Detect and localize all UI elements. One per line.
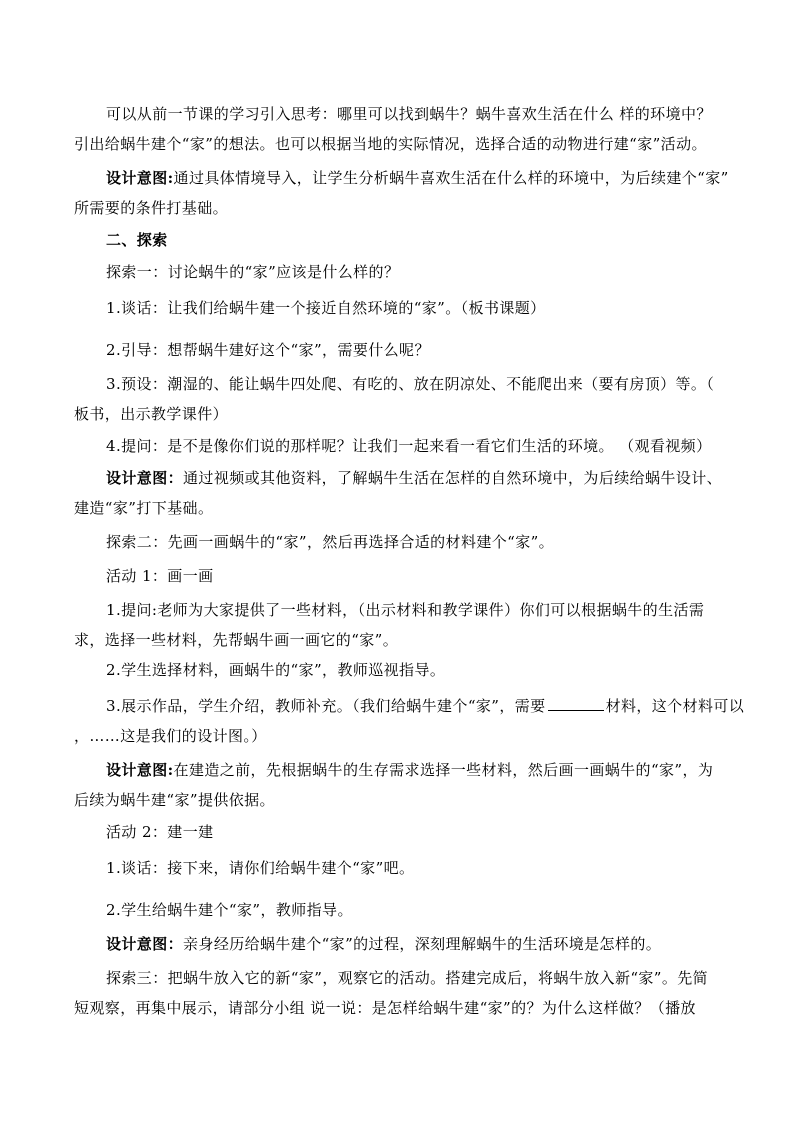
design-intent-3-line2: 后续为蜗牛建“家”提供依据。: [74, 791, 275, 809]
step-2-guide: 2.引导：想帮蜗牛建好这个“家”，需要什么呢？: [106, 341, 430, 359]
design-intent-text: 通过视频或其他资料，了解蜗牛生活在怎样的自然环境中，为后续给蜗牛设计、: [183, 469, 723, 487]
design-intent-4: [106, 934, 756, 954]
explore-three-line2: 短观察，再集中展示，请部分小组 说一说：是怎样给蜗牛建“家”的？为什么这样做？（播放: [74, 999, 696, 1017]
fill-in-blank: [548, 698, 604, 711]
activity-1-step3-line1: 3.展示作品，学生介绍，教师补充。（我们给蜗牛建个“家”，需要 材料，这个材料可以: [106, 697, 745, 715]
activity-1-step2: 2.学生选择材料，画蜗牛的“家”，教师巡视指导。: [106, 661, 446, 679]
design-intent-1-line2: 所需要的条件打基础。: [74, 199, 229, 217]
design-intent-label: 设计意图：: [106, 469, 184, 487]
activity-1-step3-line2: ，……这是我们的设计图。）: [74, 727, 267, 745]
activity-2-title: 活动 2：建一建: [106, 823, 214, 841]
design-intent-text: 在建造之前，先根据蜗牛的生存需求选择一些材料，然后画一画蜗牛的“家”，为: [173, 761, 714, 779]
design-intent-3: [106, 760, 756, 780]
step-4-question: 4.提问：是不是像你们说的那样呢？让我们一起来看一看它们生活的环境。 （观看视频）: [106, 437, 712, 455]
activity-1-title: 活动 1：画一画: [106, 567, 214, 585]
design-intent-label: 设计意图:: [106, 169, 174, 187]
activity-1-step1-line1: 1.提问:老师为大家提供了一些材料，（出示材料和教学课件）你们可以根据蜗牛的生活需: [106, 601, 705, 619]
design-intent-text: 亲身经历给蜗牛建个“家”的过程，深刻理解蜗牛的生活环境是怎样的。: [183, 935, 662, 953]
activity-2-step2: 2.学生给蜗牛建个“家”，教师指导。: [106, 901, 353, 919]
design-intent-label: 设计意图:: [106, 761, 174, 779]
step-3-preset-line2: 板书，出示教学课件）: [74, 405, 229, 423]
design-intent-1: [106, 168, 756, 188]
design-intent-label: 设计意图：: [106, 935, 184, 953]
explore-three-line1: 探索三：把蜗牛放入它的新“家”，观察它的活动。搭建完成后，将蜗牛放入新“家”。先简: [106, 969, 709, 987]
paragraph-intro-line2: 引出给蜗牛建个“家”的想法。也可以根据当地的实际情况，选择合适的动物进行建“家”活动。: [74, 135, 707, 153]
activity-1-step1-line2: 求，选择一些材料，先帮蜗牛画一画它的“家”。: [74, 631, 399, 649]
explore-two-title: 探索二：先画一画蜗牛的“家”，然后再选择合适的材料建个“家”。: [106, 533, 555, 551]
paragraph-intro-line1: 可以从前一节课的学习引入思考：哪里可以找到蜗牛？蜗牛喜欢生活在什么 样的环境中？: [106, 105, 712, 123]
design-intent-2: [106, 468, 756, 488]
explore-one-title: 探索一：讨论蜗牛的“家”应该是什么样的？: [106, 263, 400, 281]
step-3-preset-line1: 3.预设：潮湿的、能让蜗牛四处爬、有吃的、放在阴凉处、不能爬出来（要有房顶）等。（: [106, 375, 715, 393]
activity-2-step1: 1.谈话：接下来，请你们给蜗牛建个“家”吧。: [106, 859, 415, 877]
step-1-talk: 1.谈话：让我们给蜗牛建一个接近自然环境的“家”。（板书课题）: [106, 299, 546, 317]
design-intent-2-line2: 建造“家”打下基础。: [74, 499, 214, 517]
design-intent-text: 通过具体情境导入，让学生分析蜗牛喜欢生活在什么样的环境中，为后续建个“家”: [173, 169, 729, 187]
section-heading-explore: 二、探索: [106, 231, 168, 249]
